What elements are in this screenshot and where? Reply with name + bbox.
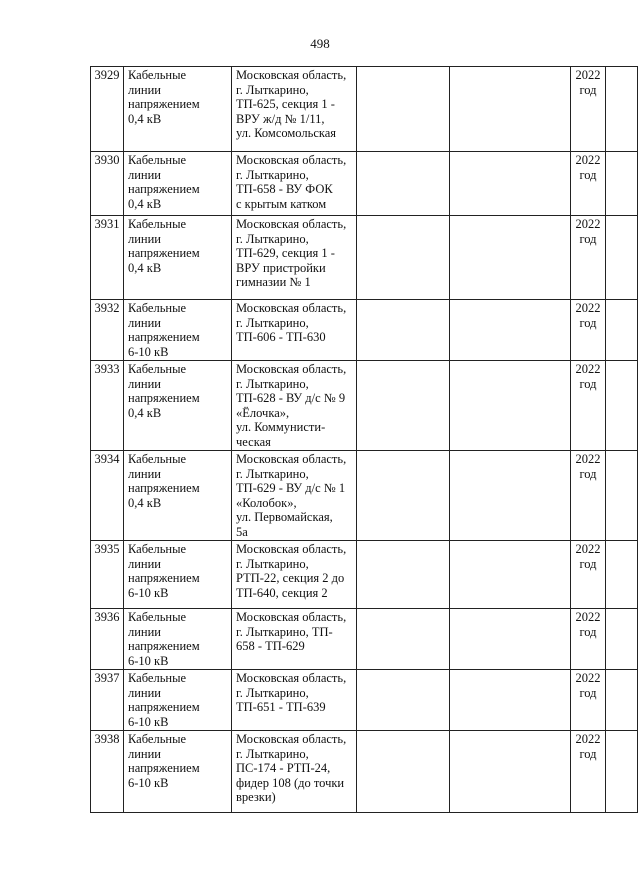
empty-cell: [450, 216, 571, 300]
empty-cell: [450, 152, 571, 216]
object-address: Московская область, г. Лыткарино, ПС-174 - РТП-24, фидер 108 (до точки врезки): [232, 731, 357, 813]
year-cell: 2022 год: [571, 67, 606, 152]
object-address: Московская область, г. Лыткарино, РТП-22, секция 2 до ТП-640, секция 2: [232, 541, 357, 609]
empty-cell: [450, 670, 571, 731]
empty-cell: [357, 216, 450, 300]
empty-cell: [606, 300, 638, 361]
year-cell: 2022 год: [571, 451, 606, 541]
empty-cell: [357, 731, 450, 813]
empty-cell: [606, 670, 638, 731]
object-type: Кабельные линии напряжением 0,4 кВ: [124, 152, 232, 216]
object-address: Московская область, г. Лыткарино, ТП-606 - ТП-630: [232, 300, 357, 361]
object-address: Московская область, г. Лыткарино, ТП- 658 - ТП-629: [232, 609, 357, 670]
object-address: Московская область, г. Лыткарино, ТП-625, секция 1 - ВРУ ж/д № 1/11, ул. Комсомольская: [232, 67, 357, 152]
object-type: Кабельные линии напряжением 0,4 кВ: [124, 451, 232, 541]
empty-cell: [606, 361, 638, 451]
empty-cell: [450, 361, 571, 451]
row-number: 3938: [91, 731, 124, 813]
page-number: 498: [310, 36, 330, 51]
empty-cell: [450, 609, 571, 670]
object-address: Московская область, г. Лыткарино, ТП-658 - ВУ ФОК с крытым катком: [232, 152, 357, 216]
empty-cell: [357, 152, 450, 216]
object-address: Московская область, г. Лыткарино, ТП-629, секция 1 - ВРУ пристройки гимназии № 1: [232, 216, 357, 300]
table-row: [91, 152, 638, 216]
year-cell: 2022 год: [571, 609, 606, 670]
empty-cell: [450, 67, 571, 152]
table-row: [91, 300, 638, 361]
empty-cell: [357, 361, 450, 451]
empty-cell: [606, 152, 638, 216]
empty-cell: [357, 541, 450, 609]
object-type: Кабельные линии напряжением 6-10 кВ: [124, 609, 232, 670]
empty-cell: [606, 731, 638, 813]
year-cell: 2022 год: [571, 670, 606, 731]
empty-cell: [606, 609, 638, 670]
object-type: Кабельные линии напряжением 6-10 кВ: [124, 670, 232, 731]
row-number: 3929: [91, 67, 124, 152]
empty-cell: [606, 451, 638, 541]
empty-cell: [357, 451, 450, 541]
table-row: [91, 731, 638, 813]
empty-cell: [450, 731, 571, 813]
row-number: 3935: [91, 541, 124, 609]
empty-cell: [606, 67, 638, 152]
row-number: 3936: [91, 609, 124, 670]
row-number: 3930: [91, 152, 124, 216]
empty-cell: [450, 451, 571, 541]
row-number: 3931: [91, 216, 124, 300]
table-row: [91, 609, 638, 670]
table-row: [91, 670, 638, 731]
object-type: Кабельные линии напряжением 0,4 кВ: [124, 361, 232, 451]
object-type: Кабельные линии напряжением 0,4 кВ: [124, 216, 232, 300]
empty-cell: [357, 300, 450, 361]
year-cell: 2022 год: [571, 541, 606, 609]
year-cell: 2022 год: [571, 361, 606, 451]
object-type: Кабельные линии напряжением 6-10 кВ: [124, 300, 232, 361]
row-number: 3932: [91, 300, 124, 361]
row-number: 3934: [91, 451, 124, 541]
object-address: Московская область, г. Лыткарино, ТП-629 - ВУ д/с № 1 «Колобок», ул. Первомайская, 5а: [232, 451, 357, 541]
row-number: 3933: [91, 361, 124, 451]
object-type: Кабельные линии напряжением 6-10 кВ: [124, 541, 232, 609]
year-cell: 2022 год: [571, 216, 606, 300]
object-address: Московская область, г. Лыткарино, ТП-628 - ВУ д/с № 9 «Ёлочка», ул. Коммунисти- ческая: [232, 361, 357, 451]
year-cell: 2022 год: [571, 300, 606, 361]
empty-cell: [606, 541, 638, 609]
object-type: Кабельные линии напряжением 0,4 кВ: [124, 67, 232, 152]
table-row: [91, 541, 638, 609]
table-row: [91, 67, 638, 152]
table-row: [91, 361, 638, 451]
empty-cell: [357, 67, 450, 152]
year-cell: 2022 год: [571, 152, 606, 216]
object-address: Московская область, г. Лыткарино, ТП-651 - ТП-639: [232, 670, 357, 731]
empty-cell: [450, 300, 571, 361]
empty-cell: [357, 609, 450, 670]
empty-cell: [606, 216, 638, 300]
table-row: [91, 451, 638, 541]
year-cell: 2022 год: [571, 731, 606, 813]
registry-table: [90, 66, 638, 813]
row-number: 3937: [91, 670, 124, 731]
empty-cell: [357, 670, 450, 731]
empty-cell: [450, 541, 571, 609]
table-row: [91, 216, 638, 300]
object-type: Кабельные линии напряжением 6-10 кВ: [124, 731, 232, 813]
